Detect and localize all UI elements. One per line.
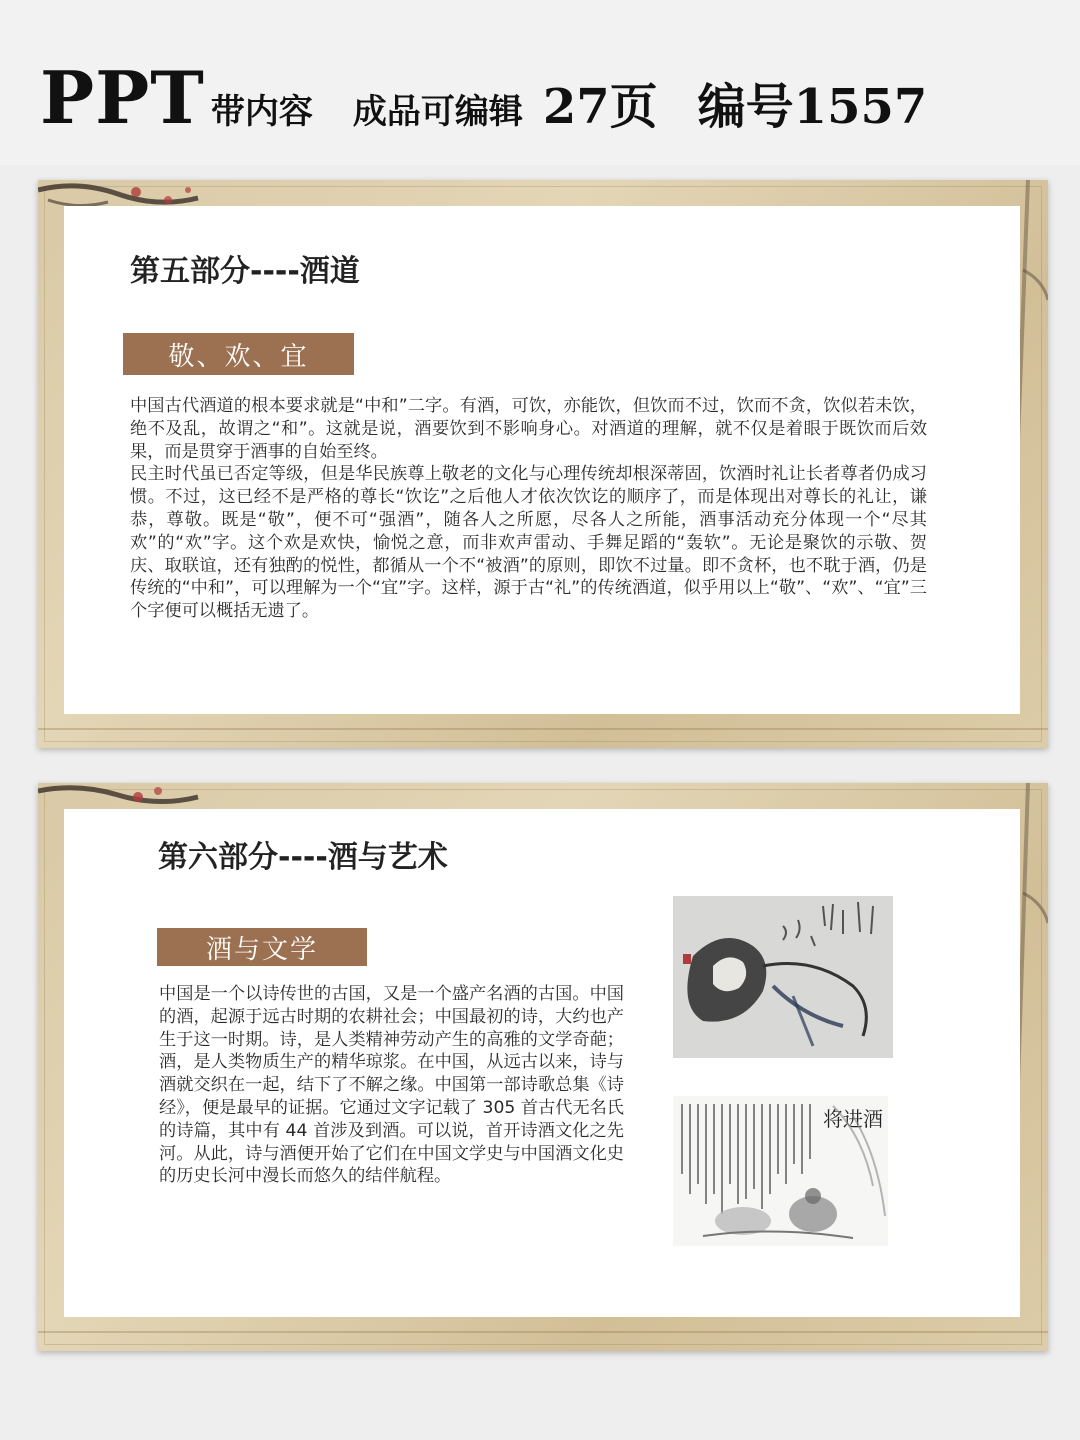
header-pages: 27页	[542, 79, 658, 135]
slide-2-body: 中国是一个以诗传世的古国，又是一个盛产名酒的古国。中国的酒，起源于远古时期的农耕社会；中国最初的诗，大约也产生于这一时期。诗，是人类精神劳动产生的高雅的文学奇葩；酒，是人类物质生产的精华琼浆。在中国，从远古以来，诗与酒就交织在一起，结下了不解之缘。中国第一部诗歌总集《诗经》，便是最早的证据。它通过文字记载了 305 首古代无名氏的诗篇，其中有 44 首涉及到酒。可以说，首开诗酒文化之先河。从此，诗与酒便开始了它们在中国文学史与中国酒文化史的历史长河中漫长而悠久的结伴航程。	[159, 984, 624, 1187]
header-ppt: PPT	[40, 55, 205, 140]
slide-2-title: 第六部分----酒与艺术	[158, 840, 448, 875]
slide-2-tag: 酒与文学	[157, 928, 367, 966]
header-with-content: 带内容	[210, 92, 313, 132]
slide-1-body	[130, 395, 927, 623]
slide-wine-art	[38, 783, 1048, 1351]
slide-wine-way	[38, 180, 1048, 748]
calligraphy-painting-jiangjinjiu	[673, 1096, 888, 1246]
slide-1-paragraph-2: 民主时代虽已否定等级，但是华民族尊上敬老的文化与心理传统却根深蒂固，饮酒时礼让长者尊者仍成习惯。不过，这已经不是严格的尊长“饮讫”之后他人才依次饮讫的顺序了，而是体现出对尊长的礼让，谦恭，尊敬。既是“敬”，便不可“强酒”，随各人之所愿，尽各人之所能，酒事活动充分体现一个“尽其欢”的“欢”字。这个欢是欢快，愉悦之意，而非欢声雷动、手舞足蹈的“轰软”。无论是聚饮的示敬、贺庆、取联谊，还有独酌的悦性，都循从一个不“被酒”的原则，即饮不过量。即不贪杯，也不耽于酒，仍是传统的“中和”，可以理解为一个“宜”字。这样，源于古“礼”的传统酒道，似乎用以上“敬”、“欢”、“宜”三个字便可以概括无遗了。	[130, 464, 927, 622]
header-banner	[0, 0, 1080, 165]
header-number: 编号1557	[697, 79, 928, 135]
ink-painting-drunk-poet	[673, 896, 893, 1058]
header-editable: 成品可编辑	[352, 92, 523, 132]
painting-title-text: 将进酒	[823, 1107, 883, 1131]
slide-1-title: 第五部分----酒道	[130, 254, 360, 289]
slide-1-paragraph-1: 中国古代酒道的根本要求就是“中和”二字。有酒，可饮，亦能饮，但饮而不过，饮而不贪，饮似若未饮，绝不及乱，故谓之“和”。这就是说，酒要饮到不影响身心。对酒道的理解，就不仅是着眼于既饮而后效果，而是贯穿于酒事的自始至终。	[130, 396, 928, 462]
header-title	[40, 55, 928, 140]
slide-1-tag: 敬、欢、宜	[123, 333, 354, 375]
